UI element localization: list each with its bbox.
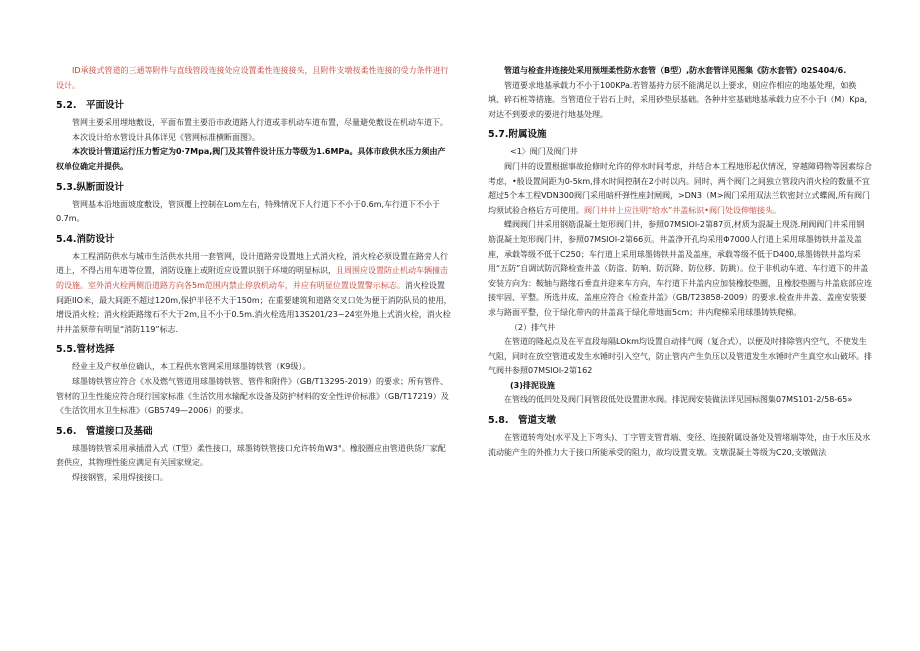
right-column xyxy=(488,64,872,651)
paragraph: 管网基本沿地面坡度敷设，管顶覆上控制在Lom左右，特殊情况下人行道下不小于0.6m,车行道下不小于0.7m。 xyxy=(56,199,441,224)
paragraph: 管道要求地基承载力不小于100KPa.若管基持力层不能满足以上要求，则应作相应的地基处理，如换填、碎石桩等措施。当管道位于岩石上时，采用砂垫层基础。各种井室基础地基承载力应不小于I（M）Kpa,对达不到要求的要进行地基处理。 xyxy=(488,80,868,119)
intro-paragraph: ID承接式管道的三通等附件与直线管段连接处应设置柔性连接接头，且附件支墩按柔性连接的受力条件进行设计。 xyxy=(56,66,449,90)
subsection-title: (3)排泥设施 xyxy=(510,380,555,390)
paragraph: 在管道的隆起点及在平直段每隔LOkm均设置自动排气阀（复合式），以便及时排除管内空气，不使发生气阻，同时在放空管道或发生水锤时引入空气，防止管内产生负压以及管道发生水锤时产生真空水山破坏。排气阀井参照07MSIOl-2第162 xyxy=(488,337,872,376)
paragraph: 在管线的低凹处及阀门间管段低处设置泄水阀。排泥阀安装做法详见国标图集07MS101-2/58-65» xyxy=(504,395,853,405)
paragraph: 经业主及产权单位确认，本工程供水管网采用球墨铸铁管（K9级）。 xyxy=(72,362,311,372)
paragraph: 焊接钢管，采用焊接接口。 xyxy=(72,472,168,482)
highlighted-text: 阀门井井上应注明“给水”井盖标识•阀门处设伸缩接头。 xyxy=(584,205,782,215)
section-5-5-heading: 5.5.管材选择 xyxy=(56,344,115,356)
section-number: 5.8. xyxy=(488,415,509,427)
section-number: 5.6. xyxy=(56,425,77,437)
section-title: 平面设计 xyxy=(86,100,125,112)
paragraph: 球墨铸铁管采用承插滑入式（T型）柔性接口，球墨铸铁管接口允许转角W3°。橡胶圈应由管道供货厂家配套供应，其物理性能应满足有关国家规定。 xyxy=(56,443,446,468)
section-5-2-heading xyxy=(56,98,452,113)
paragraph xyxy=(488,160,872,218)
section-5-8-heading xyxy=(488,413,872,428)
paragraph: 本次设计管道运行压力暂定为0·7Mpa,阀门及其管件设计压力等级为1.6MPa。具体市政供水压力须由产权单位确定并提供。 xyxy=(56,147,446,171)
text-run: 阀门井的设置根据事故抢修时允许的停水时间考虑，并结合本工程地形起伏情况，穿越障碍物等因素综合考虑，•般设置间距为0-5km,排水时间控制在2小时以内。同时，两个阀门之间独立管段内消火栓的数量不宜超过5个本工程VDN300阀门采用暗杆弹性座封闸阀，>DN3（M>阀门采用双法兰软密封立式蝶阀,所有阀门均须试验合格后方可使用。 xyxy=(488,161,872,215)
section-5-7-heading: 5.7.附属设施 xyxy=(488,129,547,141)
paragraph: 本次设计给水管设计具体详见《管网标准横断面图》。 xyxy=(72,132,260,142)
section-5-6-heading xyxy=(56,424,452,439)
text-run: 消火栓设置间距IIO米，最大间距不超过120m,保护半径不大于150m； xyxy=(56,280,445,305)
paragraph: 蝶阀阀门井采用钢筋混凝土矩形阀门井，参照07MSIOl-2第87页,材质为混凝土现浇.闸阀阀门井采用钢筋混凝土矩形阀门井，参照07MSIOl-2第66页。井盖净开孔均采用Φ7000人行道上采用球墨铸铁井盖及盖座，承载等级不低于C250；车行道上采用球墨铸铁井盖及盖座，承载等级不低于D400,球墨铸铁井盖均采用“五防”自调试防沉降检查井盖（防盗、防响、防沉降、防位移、防跳）。位于非机动车道、车行道下的井盖安装方向为：鞍轴与路缘石垂直并迎来车方向，车行道下井盖内应加装橡胶垫圈，且橡胶垫圈与井盖底部应连接牢固、平整。所选井成、盖座应符合《检查井盖》（GB/T23858-2009）的要求.检查井井盖、盖座安装要求与路面平整，位于绿化带内的井盖高于绿化带地面5cm；井内爬梯采用球墨铸铁爬梯。 xyxy=(488,220,872,317)
text-run: 在重要建筑和道路交叉口处为便于消防队员的使用，增设消火栓；消火栓距路缘石不大于2m,且不小于0.5m.消火栓选用13S201/23~24室外地上式消火栓，消火栓井井盖须带有明显“消防119”标志. xyxy=(56,295,452,334)
subsection-title: （2）排气井 xyxy=(510,322,556,332)
paragraph: 管网主要采用埋地敷设，平面布置主要沿市政道路人行道或非机动车道布置，尽量避免敷设在机动车道下。 xyxy=(72,118,448,128)
section-5-4-heading: 5.4.消防设计 xyxy=(56,233,115,245)
paragraph: 管道与检查井连接处采用预埋柔性防水套管（B型）,防水套管详见图集《防水套管》02S404/6. xyxy=(504,66,847,75)
section-5-3-heading: 5.3.纵断面设计 xyxy=(56,181,124,193)
highlighted-text: 且周围应设置防止机动车辆撞击的设施。室外消火栓两侧沿道路方向各5m范围内禁止停放机动车，并应有明显位置设置警示标志。 xyxy=(56,266,448,290)
paragraph: 在管道转弯处(水平及上下弯头)、丁字管支管背端、变径、连接附属设备处及管堵端等处，由于水压及水流动能产生的外推力大于接口所能承受的阻力，故均设置支墩。支墩混凝土等级为C20,支墩做法 xyxy=(488,433,871,457)
left-column xyxy=(56,64,452,651)
paragraph xyxy=(56,250,452,338)
section-title: 管道支墩 xyxy=(518,415,557,427)
text-run: 本工程消防供水与城市生活供水共用一套管网，设计道路旁设置地上式消火栓，消火栓必须设置在路旁人行道上，不得占用车道等位置，消防设施上或附近应设置识别于环境的明显标识， xyxy=(56,251,448,276)
section-title: 管道接口及基础 xyxy=(86,425,153,437)
subsection-title: <1〉阀门及阀门井 xyxy=(510,147,578,157)
paragraph: 球墨铸铁管应符合《水及燃气管道用球墨铸铁管、管件和附件》（GB/T13295-2019）的要求；所有管件、管材的卫生性能应符合现行国家标准《生活饮用水输配水设备及防护材料的安全性评价标准》（GB/T17219）及《生活饮用水卫生标准》（GB5749—2006）的要求。 xyxy=(56,376,449,416)
section-number: 5.2. xyxy=(56,100,77,112)
